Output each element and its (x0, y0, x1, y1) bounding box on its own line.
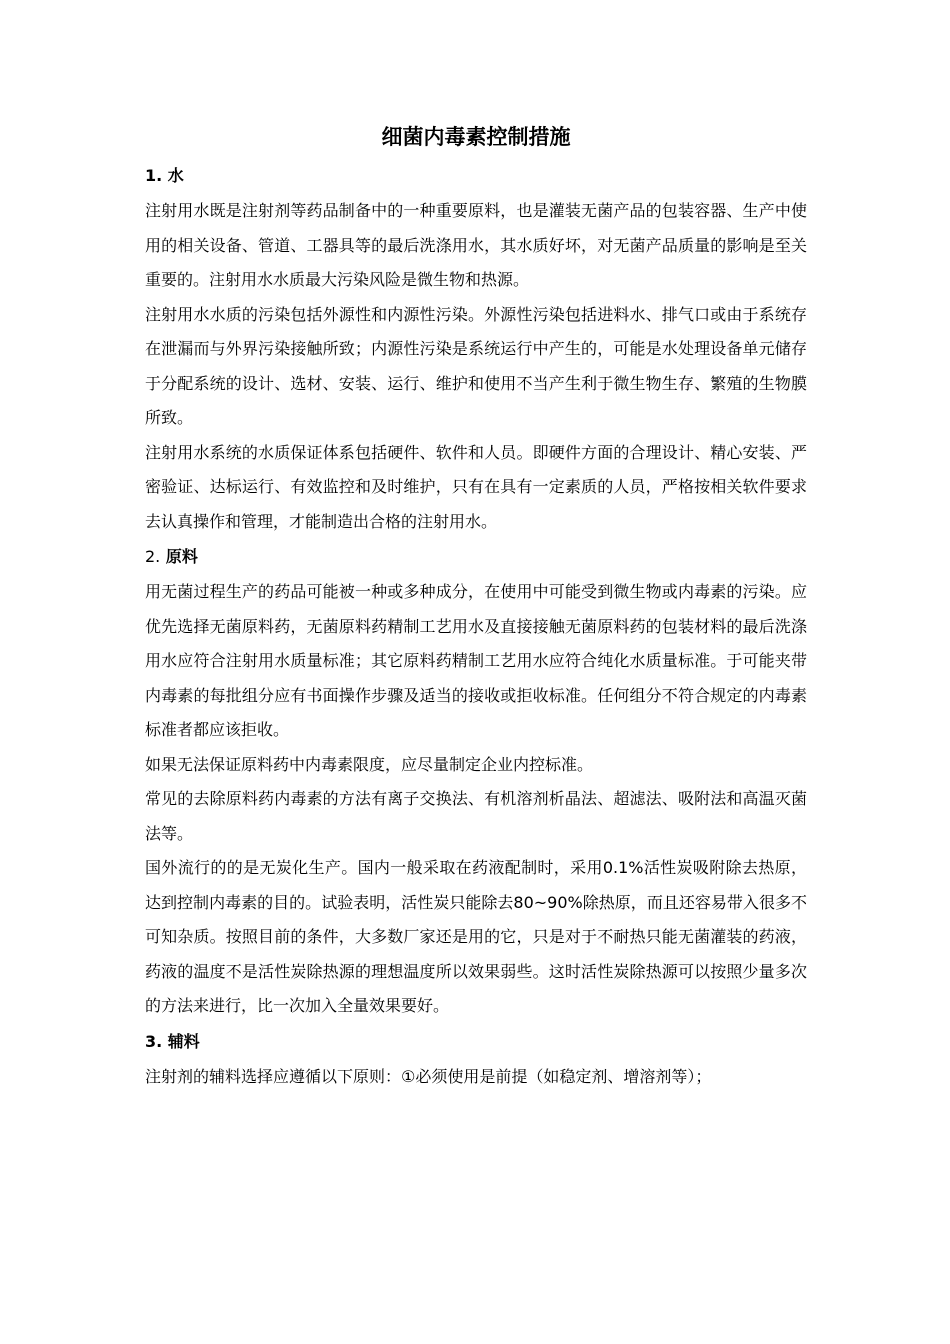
paragraph: 如果无法保证原料药中内毒素限度，应尽量制定企业内控标准。 (145, 754, 594, 774)
section-raw-materials (145, 539, 807, 1024)
section-number: 3. (145, 1031, 163, 1051)
document-body (145, 118, 807, 1094)
section-title: 水 (167, 166, 184, 185)
section-excipients (145, 1024, 807, 1095)
section-water (145, 158, 807, 539)
paragraph: 注射用水既是注射剂等药品制备中的一种重要原料，也是灌装无菌产品的包装容器、生产中使用的相关设备、管道、工器具等的最后洗涤用水，其水质好坏，对无菌产品质量的影响是至关重要的。注射用水水质最大污染风险是微生物和热源。 (145, 201, 807, 289)
section-title: 原料 (165, 547, 198, 566)
paragraph: 注射用水水质的污染包括外源性和内源性污染。外源性污染包括进料水、排气口或由于系统存在泄漏而与外界污染接触所致；内源性污染是系统运行中产生的，可能是水处理设备单元储存于分配系统的设计、选材、安装、运行、维护和使用不当产生利于微生物生存、繁殖的生物膜所致。 (145, 304, 807, 427)
paragraph: 注射用水系统的水质保证体系包括硬件、软件和人员。即硬件方面的合理设计、精心安装、严密验证、达标运行、有效监控和及时维护，只有在具有一定素质的人员，严格按相关软件要求去认真操作和管理，才能制造出合格的注射用水。 (145, 442, 807, 531)
paragraph: 国外流行的的是无炭化生产。国内一般采取在药液配制时，采用0.1%活性炭吸附除去热原，达到控制内毒素的目的。试验表明，活性炭只能除去80~90%除热原，而且还容易带入很多不可知杂质。按照目前的条件，大多数厂家还是用的它，只是对于不耐热只能无菌灌装的药液，药液的温度不是活性炭除热源的理想温度所以效果弱些。这时活性炭除热源可以按照少量多次的方法来进行，比一次加入全量效果要好。 (145, 858, 807, 1015)
document-title: 细菌内毒素控制措施 (381, 125, 571, 149)
paragraph: 用无菌过程生产的药品可能被一种或多种成分，在使用中可能受到微生物或内毒素的污染。应优先选择无菌原料药，无菌原料药精制工艺用水及直接接触无菌原料药的包装材料的最后洗涤用水应符合注射用水质量标准；其它原料药精制工艺用水应符合纯化水质量标准。于可能夹带内毒素的每批组分应有书面操作步骤及适当的接收或拒收标准。任何组分不符合规定的内毒素标准者都应该拒收。 (145, 582, 807, 739)
section-number: 1. (145, 166, 163, 185)
paragraph: 注射剂的辅料选择应遵循以下原则：①必须使用是前提（如稳定剂、增溶剂等）； (145, 1066, 712, 1086)
section-heading (145, 1024, 807, 1060)
section-heading (145, 539, 807, 575)
paragraph: 常见的去除原料药内毒素的方法有离子交换法、有机溶剂析晶法、超滤法、吸附法和高温灭菌法等。 (145, 789, 807, 843)
section-heading (145, 158, 807, 194)
section-number: 2. (145, 547, 161, 566)
section-title: 辅料 (167, 1031, 200, 1051)
